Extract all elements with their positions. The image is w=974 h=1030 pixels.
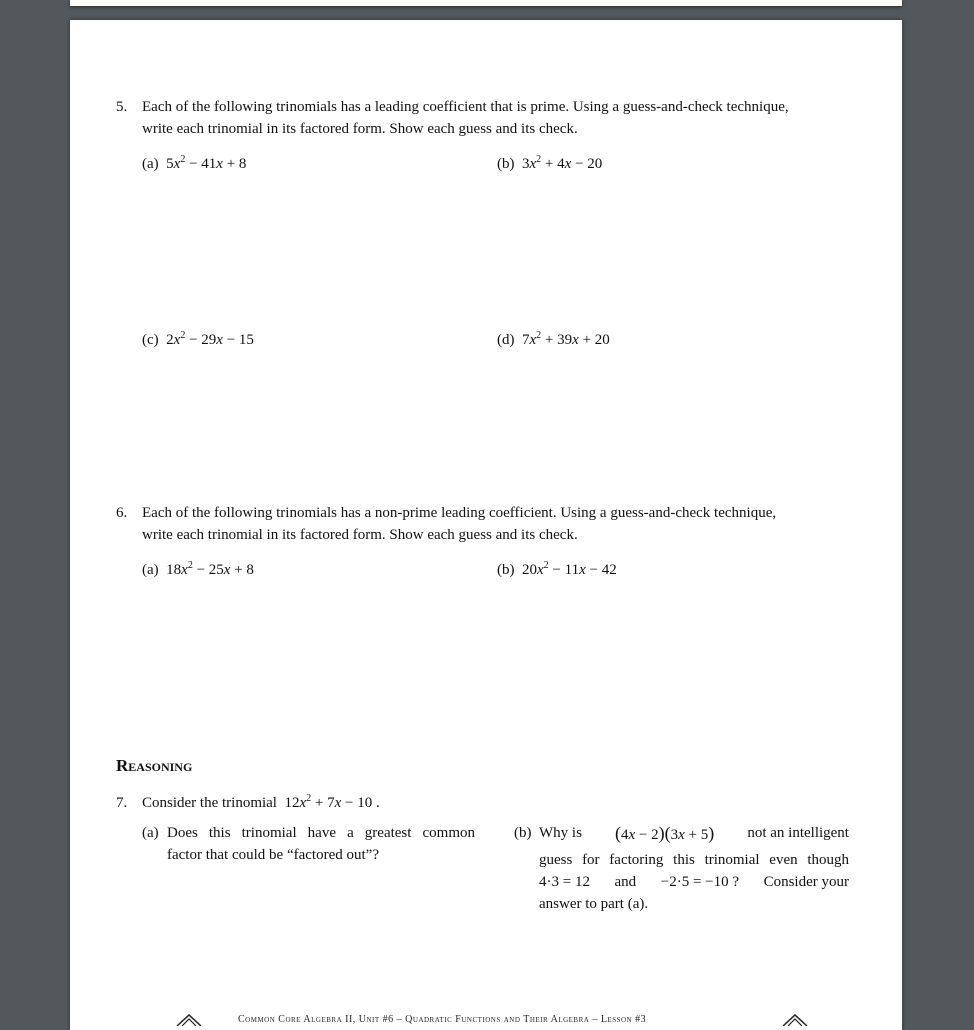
footer-right-logo-icon [782, 1014, 808, 1026]
worksheet-page [70, 20, 902, 1030]
previous-page-edge [70, 0, 902, 6]
problem-6b-expression: $20x^2 - 11x - 42$ [518, 560, 617, 578]
problem-7b-tail: not an intelligent [747, 825, 849, 841]
problem-5d-label: (d) [497, 332, 515, 348]
problem-5a [142, 153, 246, 175]
problem-5a-label: (a) [142, 156, 159, 172]
problem-6-number: 6. [116, 505, 128, 521]
problem-7b-product-1: 4·3 = 12 [539, 874, 590, 890]
problem-7-trinomial: $12x^2 + 7x - 10$ . [280, 793, 380, 811]
problem-7b-line-4: answer to part (a). [539, 896, 649, 912]
problem-7b-and: and [614, 874, 637, 890]
problem-7b-line-1 [539, 822, 849, 846]
problem-5c [142, 329, 254, 351]
problem-7a-label: (a) [142, 825, 159, 841]
problem-6-text-line-1: Each of the following trinomials has a non-prime leading coefficient. Using a guess-and-check technique, [142, 505, 777, 521]
problem-5-text-line-2: write each trinomial in its factored form. Show each guess and its check. [142, 121, 578, 137]
problem-5b-label: (b) [497, 156, 515, 172]
problem-5d [497, 329, 610, 351]
problem-5b-expression: $3x^2 + 4x - 20$ [518, 154, 603, 172]
problem-7b-consider: Consider your [763, 874, 849, 890]
problem-7-intro [142, 792, 380, 814]
footer-left-logo-icon [176, 1014, 202, 1026]
problem-5c-label: (c) [142, 332, 159, 348]
problem-7b-product-2: −2·5 = −10 ? [660, 874, 740, 890]
problem-7a-line-1: Does this trinomial have a greatest common [167, 825, 475, 841]
problem-6a-label: (a) [142, 562, 159, 578]
problem-6b-label: (b) [497, 562, 515, 578]
problem-7b-label: (b) [514, 825, 532, 841]
problem-5c-expression: $2x^2 - 29x - 15$ [162, 330, 254, 348]
problem-6b [497, 559, 617, 581]
problem-7b-guess-expression: (4x − 2)(3x + 5) [614, 823, 715, 843]
reasoning-heading: Reasoning [116, 756, 193, 775]
problem-6a-expression: $18x^2 - 25x + 8$ [162, 560, 254, 578]
problem-7b-why: Why is [539, 825, 582, 841]
problem-5-number: 5. [116, 99, 128, 115]
footer-text: Common Core Algebra II, Unit #6 – Quadratic Functions and Their Algebra – Lesson #3 [238, 1014, 647, 1025]
problem-5a-expression: $5x^2 - 41x + 8$ [162, 154, 247, 172]
problem-7b-line-3 [539, 871, 849, 893]
problem-5-text-line-1: Each of the following trinomials has a leading coefficient that is prime. Using a guess-and-check technique, [142, 99, 789, 115]
problem-5d-expression: $7x^2 + 39x + 20$ [518, 330, 610, 348]
problem-7a-line-2: factor that could be “factored out”? [167, 847, 379, 863]
problem-7b-line-2: guess for factoring this trinomial even though [539, 852, 849, 868]
problem-5b [497, 153, 602, 175]
problem-6a [142, 559, 254, 581]
problem-6-text-line-2: write each trinomial in its factored form. Show each guess and its check. [142, 527, 578, 543]
problem-7-number: 7. [116, 795, 128, 811]
problem-7-intro-text: Consider the trinomial [142, 795, 277, 811]
